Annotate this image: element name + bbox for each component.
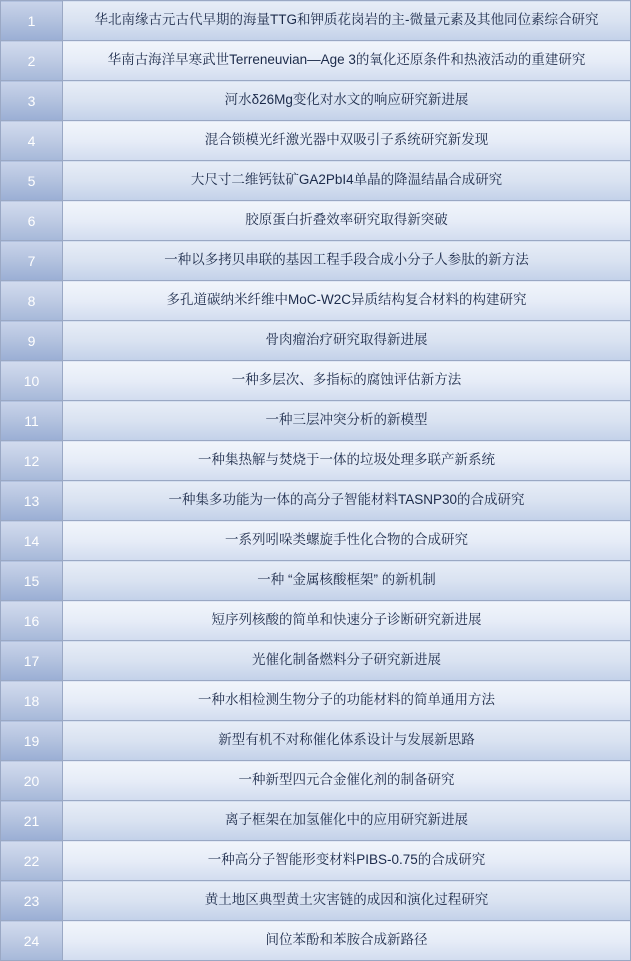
table-row [1,561,631,601]
table-row [1,41,631,81]
table-row [1,601,631,641]
row-index: 3 [1,81,63,121]
table-row [1,921,631,961]
row-index: 10 [1,361,63,401]
table-row [1,361,631,401]
row-title: 一种水相检测生物分子的功能材料的简单通用方法 [63,681,631,721]
row-title: 华南古海洋早寒武世Terreneuvian—Age 3的氧化还原条件和热液活动的重建研究 [63,41,631,81]
row-index: 12 [1,441,63,481]
row-title: 离子框架在加氢催化中的应用研究新进展 [63,801,631,841]
table-row [1,881,631,921]
row-index: 23 [1,881,63,921]
table-row [1,321,631,361]
row-title: 胶原蛋白折叠效率研究取得新突破 [63,201,631,241]
table-row [1,641,631,681]
row-index: 19 [1,721,63,761]
table-row [1,401,631,441]
table-row [1,801,631,841]
row-index: 15 [1,561,63,601]
table-row [1,441,631,481]
row-index: 22 [1,841,63,881]
row-title: 一种三层冲突分析的新模型 [63,401,631,441]
row-title: 大尺寸二维钙钛矿GA2PbI4单晶的降温结晶合成研究 [63,161,631,201]
row-title: 黄土地区典型黄土灾害链的成因和演化过程研究 [63,881,631,921]
table-row [1,121,631,161]
row-title: 混合锁模光纤激光器中双吸引子系统研究新发现 [63,121,631,161]
table-row [1,281,631,321]
row-title: 一种 “金属核酸框架” 的新机制 [63,561,631,601]
table-row [1,161,631,201]
row-title: 多孔道碳纳米纤维中MoC-W2C异质结构复合材料的构建研究 [63,281,631,321]
row-index: 17 [1,641,63,681]
row-title: 华北南缘古元古代早期的海量TTG和钾质花岗岩的主-微量元素及其他同位素综合研究 [63,1,631,41]
row-index: 11 [1,401,63,441]
table-row [1,241,631,281]
row-title: 新型有机不对称催化体系设计与发展新思路 [63,721,631,761]
row-title: 光催化制备燃料分子研究新进展 [63,641,631,681]
row-title: 一种集热解与焚烧于一体的垃圾处理多联产新系统 [63,441,631,481]
row-title: 一种以多拷贝串联的基因工程手段合成小分子人参肽的新方法 [63,241,631,281]
table-row [1,681,631,721]
row-title: 河水δ26Mg变化对水文的响应研究新进展 [63,81,631,121]
row-title: 骨肉瘤治疗研究取得新进展 [63,321,631,361]
row-index: 1 [1,1,63,41]
row-title: 一种高分子智能形变材料PIBS-0.75的合成研究 [63,841,631,881]
row-index: 4 [1,121,63,161]
row-title: 短序列核酸的简单和快速分子诊断研究新进展 [63,601,631,641]
row-index: 14 [1,521,63,561]
table-row [1,521,631,561]
table-row [1,481,631,521]
table-row [1,721,631,761]
table-row [1,1,631,41]
row-index: 24 [1,921,63,961]
row-index: 13 [1,481,63,521]
row-index: 20 [1,761,63,801]
row-index: 9 [1,321,63,361]
row-index: 6 [1,201,63,241]
row-index: 5 [1,161,63,201]
row-index: 18 [1,681,63,721]
row-title: 间位苯酚和苯胺合成新路径 [63,921,631,961]
row-index: 7 [1,241,63,281]
table-body [1,1,631,961]
table-row [1,841,631,881]
row-title: 一种多层次、多指标的腐蚀评估新方法 [63,361,631,401]
row-title: 一种集多功能为一体的高分子智能材料TASNP30的合成研究 [63,481,631,521]
row-title: 一种新型四元合金催化剂的制备研究 [63,761,631,801]
row-index: 8 [1,281,63,321]
row-index: 16 [1,601,63,641]
table-row [1,201,631,241]
row-index: 2 [1,41,63,81]
row-title: 一系列吲哚类螺旋手性化合物的合成研究 [63,521,631,561]
table-row [1,81,631,121]
row-index: 21 [1,801,63,841]
table-row [1,761,631,801]
